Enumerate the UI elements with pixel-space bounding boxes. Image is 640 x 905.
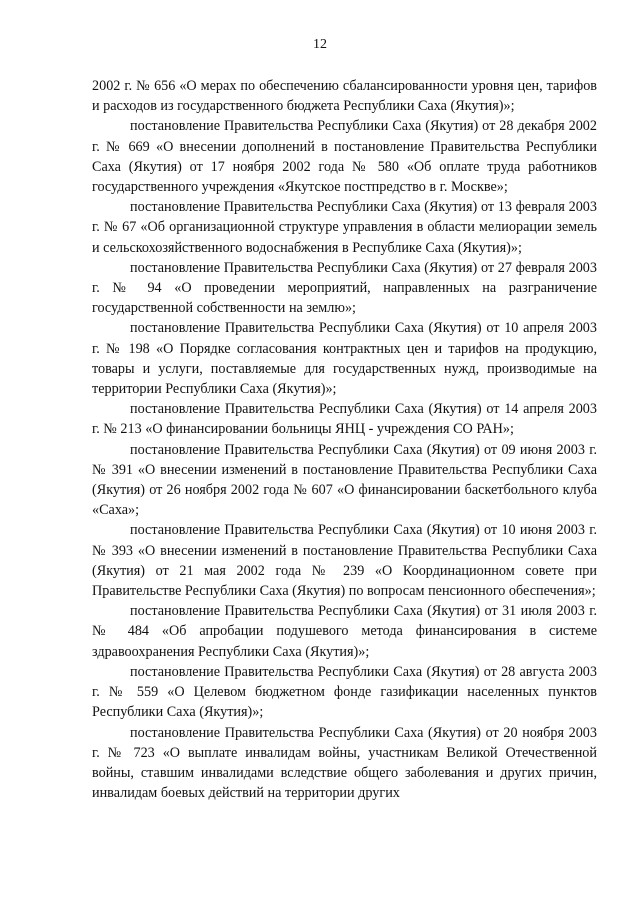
list-item: постановление Правительства Республики Саха (Якутия) от 28 декабря 2002 г. № 669 «О внесении дополнений в постановление Правительства Республики Саха (Якутия) от 17 ноября 2002 года № 580 «Об оплате труда работников государственного учреждения «Якутское постпредство в г. Москве»; (92, 118, 597, 196)
list-item: постановление Правительства Республики Саха (Якутия) от 10 июня 2003 г. № 393 «О внесении изменений в постановление Правительства Республики Саха (Якутия) от 21 мая 2002 года № 239 «О Координационном совете при Правительстве Республики Саха (Якутия) по вопросам пенсионного обеспечения»; (92, 522, 597, 600)
document-body (92, 76, 597, 803)
list-item: постановление Правительства Республики Саха (Якутия) от 27 февраля 2003 г. № 94 «О проведении мероприятий, направленных на разграничение государственной собственности на землю»; (92, 259, 597, 317)
list-item: 2002 г. № 656 «О мерах по обеспечению сбалансированности уровня цен, тарифов и расходов из государственного бюджета Республики Саха (Якутия)»; (92, 78, 597, 115)
list-item: постановление Правительства Республики Саха (Якутия) от 13 февраля 2003 г. № 67 «Об организационной структуре управления в области мелиорации земель и сельскохозяйственного водоснабжения в Республике Саха (Якутия)»; (92, 199, 597, 256)
list-item: постановление Правительства Республики Саха (Якутия) от 10 апреля 2003 г. № 198 «О Порядке согласования контрактных цен и тарифов на продукцию, товары и услуги, поставляемые для государственных нужд, производимые на территории Республики Саха (Якутия)»; (92, 320, 597, 398)
list-item: постановление Правительства Республики Саха (Якутия) от 31 июля 2003 г. № 484 «Об апробации подушевого метода финансирования в системе здравоохранения Республики Саха (Якутия)»; (92, 603, 597, 660)
list-item: постановление Правительства Республики Саха (Якутия) от 09 июня 2003 г. № 391 «О внесении изменений в постановление Правительства Республики Саха (Якутия) от 26 ноября 2002 года № 607 «О финансировании баскетбольного клуба «Саха»; (92, 441, 597, 519)
list-item: постановление Правительства Республики Саха (Якутия) от 28 августа 2003 г. № 559 «О Целевом бюджетном фонде газификации населенных пунктов Республики Саха (Якутия)»; (92, 663, 597, 721)
list-item: постановление Правительства Республики Саха (Якутия) от 14 апреля 2003 г. № 213 «О финансировании больницы ЯНЦ - учреждения СО РАН»; (92, 401, 597, 438)
page-number: 12 (313, 37, 327, 52)
list-item: постановление Правительства Республики Саха (Якутия) от 20 ноября 2003 г. № 723 «О выплате инвалидам войны, участникам Великой Отечественной войны, ставшим инвалидами вследствие общего заболевания и других причин, инвалидам боевых действий на территории других (92, 724, 597, 802)
